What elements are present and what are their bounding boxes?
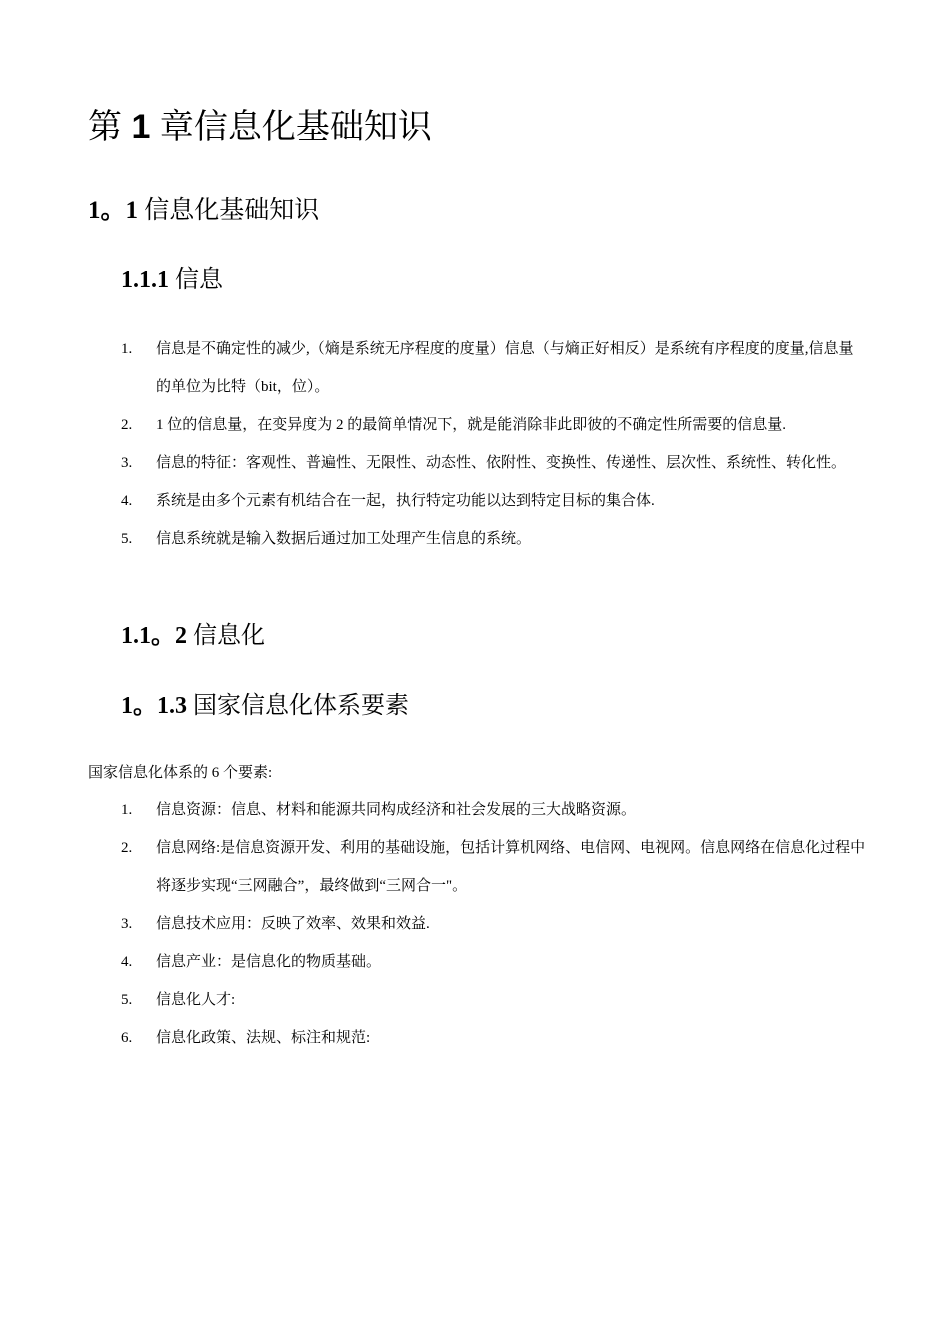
list-item-text: 信息产业：是信息化的物质基础。 [156,954,382,970]
chapter-title-number: 1 [131,108,151,146]
list-item-text: 1 位的信息量，在变异度为 2 的最简单情况下，就是能消除非此即彼的不确定性所需要的信息量. [156,417,787,433]
list-item-text: 信息的特征：客观性、普遍性、无限性、动态性、依附性、变换性、传递性、层次性、系统性、转化性。 [156,455,847,471]
list-marker: 2. [121,840,133,856]
section-number: 1。1 [88,197,139,224]
list-marker: 5. [121,531,133,547]
list-marker: 3. [121,455,133,471]
section-heading-1-1 [88,194,319,228]
list-item [0,330,950,406]
list-marker: 4. [121,493,133,509]
intro-paragraph: 国家信息化体系的 6 个要素: [88,765,273,781]
info-list [0,330,950,558]
list-item [0,482,950,520]
list-item-text: 信息系统就是输入数据后通过加工处理产生信息的系统。 [156,531,532,547]
list-item [0,444,950,482]
list-marker: 3. [121,916,133,932]
section-heading-1-1-2 [121,620,265,652]
list-item [0,981,950,1019]
chapter-title-prefix: 第 [88,108,122,146]
list-marker: 5. [121,992,133,1008]
list-item [0,406,950,444]
section-title: 信息化 [193,623,265,649]
list-item [0,1019,950,1057]
list-item [0,829,950,905]
list-marker: 1. [121,341,133,357]
section-title: 信息 [175,267,223,293]
section-number: 1.1.1 [121,267,169,293]
list-item-text: 信息资源：信息、材料和能源共同构成经济和社会发展的三大战略资源。 [156,802,637,818]
list-item [0,943,950,981]
elements-list [0,791,950,1057]
section-title: 信息化基础知识 [144,197,320,224]
list-item-text: 信息网络:是信息资源开发、利用的基础设施，包括计算机网络、电信网、电视网。信息网络在信息化过程中将逐步实现“三网融合”，最终做到“三网合一"。 [156,840,866,894]
section-number: 1。1.3 [121,693,187,719]
list-marker: 6. [121,1030,133,1046]
list-item-text: 信息化政策、法规、标注和规范: [156,1030,371,1046]
section-title: 国家信息化体系要素 [193,693,409,719]
chapter-title-rest: 章信息化基础知识 [159,108,432,146]
list-item [0,791,950,829]
list-item-text: 信息是不确定性的减少,（熵是系统无序程度的度量）信息（与熵正好相反）是系统有序程度的度量,信息量的单位为比特（bit，位）。 [156,341,854,395]
list-item-text: 信息技术应用：反映了效率、效果和效益. [156,916,430,932]
list-item [0,520,950,558]
list-item [0,905,950,943]
list-marker: 4. [121,954,133,970]
chapter-title [88,104,432,150]
section-number: 1.1。2 [121,623,187,649]
list-item-text: 信息化人才: [156,992,236,1008]
section-heading-1-1-3 [121,690,409,722]
list-marker: 1. [121,802,133,818]
section-heading-1-1-1 [121,264,223,296]
list-item-text: 系统是由多个元素有机结合在一起，执行特定功能以达到特定目标的集合体. [156,493,655,509]
list-marker: 2. [121,417,133,433]
